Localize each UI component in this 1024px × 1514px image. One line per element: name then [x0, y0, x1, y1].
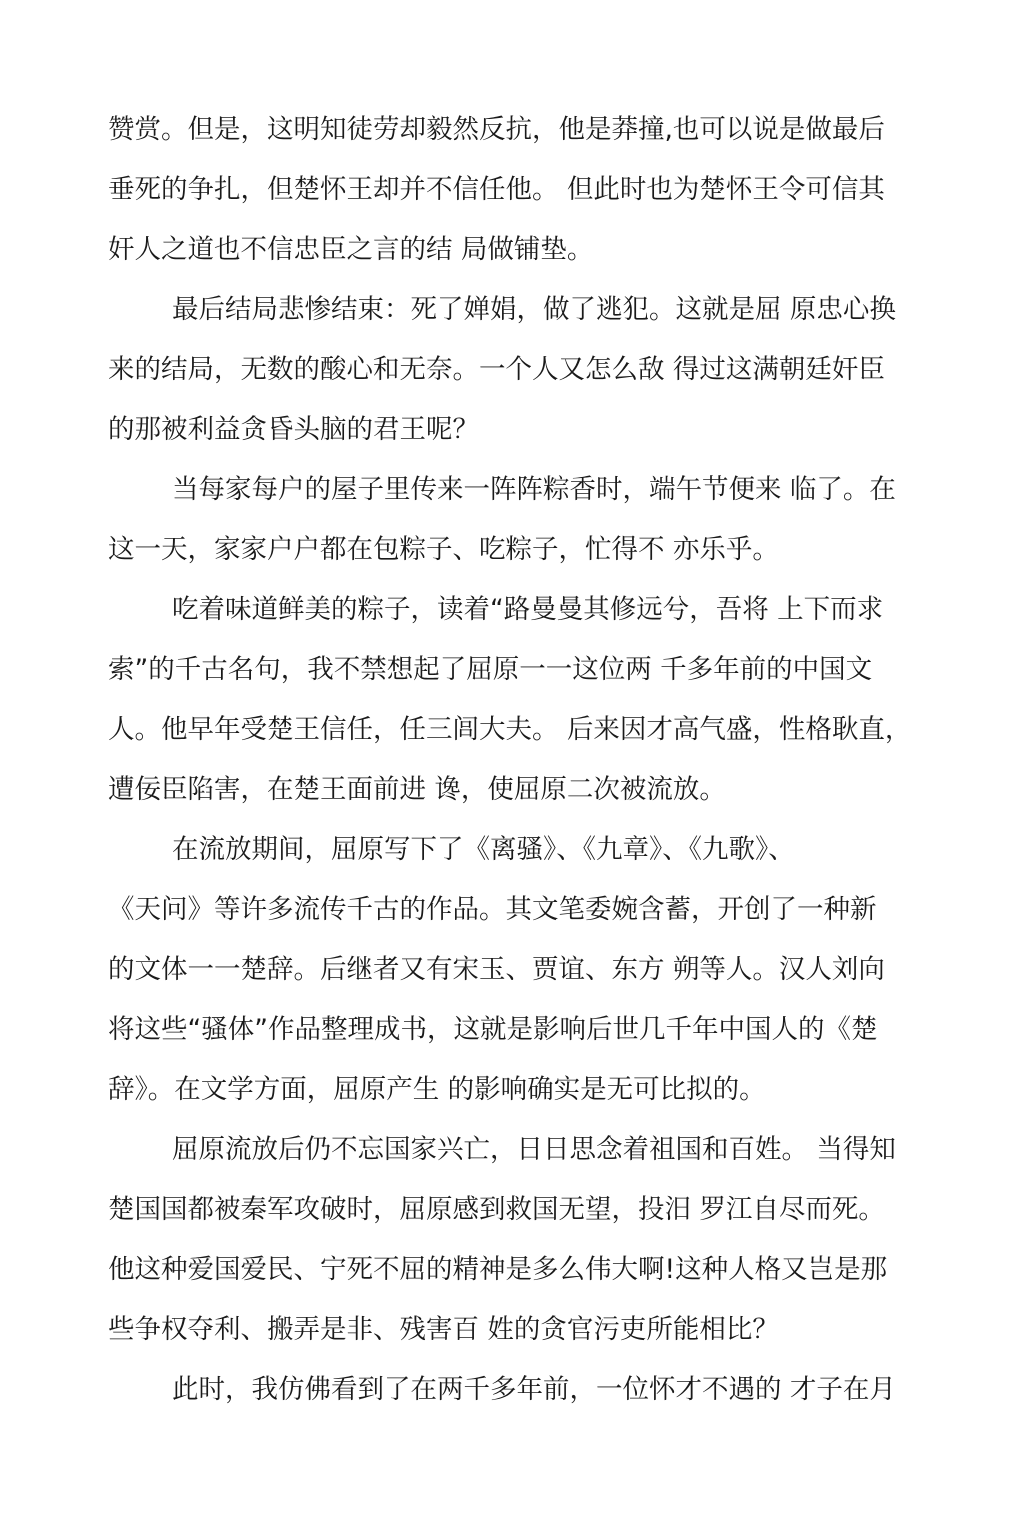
paragraph-4-line-2: 索”的千古名句，我不禁想起了屈原一一这位两 千多年前的中国文: [108, 654, 873, 685]
paragraph-5-line-5: 辞》。在文学方面，屈原产生 的影响确实是无可比拟的。: [108, 1074, 766, 1105]
paragraph-2-line-1: 最后结局悲惨结束：死了婵娟，做了逃犯。这就是屈 原忠心换: [172, 294, 896, 325]
paragraph-6-line-1: 屈原流放后仍不忘国家兴亡，日日思念着祖国和百姓。 当得知: [172, 1134, 896, 1165]
paragraph-5-line-4: 将这些“骚体”作品整理成书，这就是影响后世几千年中国人的《楚: [108, 1014, 878, 1045]
text-line-2: 垂死的争扎，但楚怀王却并不信任他。 但此时也为楚怀王令可信其: [108, 174, 885, 205]
paragraph-4-line-1: 吃着味道鲜美的粽子，读着“路曼曼其修远兮，吾将 上下而求: [172, 594, 884, 625]
text-line-3: 奸人之道也不信忠臣之言的结 局做铺垫。: [108, 234, 594, 265]
paragraph-7-line-1: 此时，我仿佛看到了在两千多年前，一位怀才不遇的 才子在月: [172, 1374, 896, 1405]
paragraph-5-line-1: 在流放期间，屈原写下了《离骚》、《九章》、《九歌》、: [172, 834, 795, 865]
paragraph-4-line-4: 遭佞臣陷害，在楚王面前进 谗，使屈原二次被流放。: [108, 774, 726, 805]
paragraph-6-line-3: 他这种爱国爱民、宁死不屈的精神是多么伟大啊!这种人格又岂是那: [108, 1254, 888, 1285]
paragraph-5-line-3: 的文体一一楚辞。后继者又有宋玉、贾谊、东方 朔等人。汉人刘向: [108, 954, 885, 985]
paragraph-5-line-2: 《天问》等许多流传千古的作品。其文笔委婉含蓄，开创了一种新: [108, 894, 877, 925]
paragraph-4-line-3: 人。他早年受楚王信任，任三闾大夫。 后来因才高气盛，性格耿直，: [108, 714, 912, 745]
paragraph-3-line-1: 当每家每户的屋子里传来一阵阵粽香时，端午节便来 临了。在: [172, 474, 896, 505]
paragraph-6-line-4: 些争权夺利、搬弄是非、残害百 姓的贪官污吏所能相比？: [108, 1314, 779, 1345]
paragraph-6-line-2: 楚国国都被秦军攻破时，屈原感到救国无望，投汨 罗江自尽而死。: [108, 1194, 885, 1225]
paragraph-2-line-3: 的那被利益贪昏头脑的君王呢？: [108, 414, 479, 445]
text-line-1: 赞赏。但是，这明知徒劳却毅然反抗，他是莽撞,也可以说是做最后: [108, 114, 885, 145]
paragraph-2-line-2: 来的结局，无数的酸心和无奈。一个人又怎么敌 得过这满朝廷奸臣: [108, 354, 885, 385]
paragraph-3-line-2: 这一天，家家户户都在包粽子、吃粽子，忙得不 亦乐乎。: [108, 534, 779, 565]
